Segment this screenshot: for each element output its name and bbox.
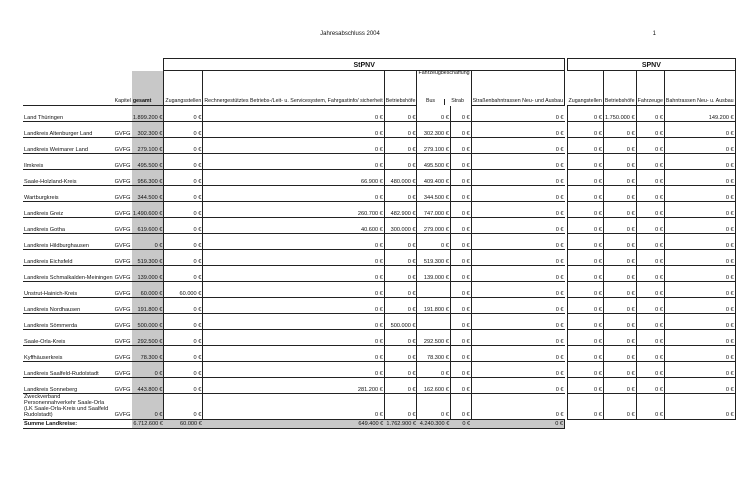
cell-strassenbahntrassen: 0 € bbox=[471, 298, 564, 314]
row-kapitel: GVFG bbox=[114, 202, 132, 218]
cell-strab: 0 € bbox=[450, 202, 471, 218]
cell-sp-zugangstellen: 0 € bbox=[568, 330, 604, 346]
row-kapitel bbox=[114, 106, 132, 122]
cell-rechner: 260.700 € bbox=[203, 202, 384, 218]
cell-zugangsstellen: 0 € bbox=[164, 234, 203, 250]
cell-sp-fahrzeuge: 0 € bbox=[636, 122, 664, 138]
cell-sp-betriebshoefe: 0 € bbox=[603, 186, 636, 202]
cell-zugangsstellen: 60.000 € bbox=[164, 282, 203, 298]
cell-gesamt: 0 € bbox=[132, 394, 164, 420]
cell-strab: 0 € bbox=[450, 170, 471, 186]
col-sp-betriebshoefe: Betriebshöfe bbox=[603, 71, 636, 106]
total-betriebs: 1.762.900 € bbox=[384, 419, 417, 428]
cell-sp-zugangstellen: 0 € bbox=[568, 234, 604, 250]
cell-strassenbahntrassen: 0 € bbox=[471, 186, 564, 202]
col-betriebshoefe: Betriebshöfe bbox=[384, 71, 417, 106]
row-kapitel: GVFG bbox=[114, 282, 132, 298]
row-label: Unstrut-Hainich-Kreis bbox=[23, 282, 114, 298]
cell-strassenbahntrassen: 0 € bbox=[471, 138, 564, 154]
cell-rechner: 281.200 € bbox=[203, 378, 384, 394]
row-label: Landkreis Gotha bbox=[23, 218, 114, 234]
cell-betriebshoefe: 0 € bbox=[384, 346, 417, 362]
row-label: Landkreis Weimarer Land bbox=[23, 138, 114, 154]
cell-sp-betriebshoefe: 0 € bbox=[603, 394, 636, 420]
cell-betriebshoefe: 0 € bbox=[384, 154, 417, 170]
row-kapitel: GVFG bbox=[114, 154, 132, 170]
table-row bbox=[23, 266, 735, 282]
total-bus: 4.240.300 € bbox=[417, 419, 450, 428]
col-bus: Bus bbox=[425, 97, 436, 104]
cell-rechner: 0 € bbox=[203, 106, 384, 122]
cell-sp-betriebshoefe: 0 € bbox=[603, 314, 636, 330]
col-sp-zugangstellen: Zugangstellen bbox=[568, 71, 604, 106]
cell-bus: 409.400 € bbox=[417, 170, 450, 186]
row-label: Saale-Orla-Kreis bbox=[23, 330, 114, 346]
cell-bus: 279.000 € bbox=[417, 218, 450, 234]
table-row bbox=[23, 362, 735, 378]
cell-sp-bahntrassen: 0 € bbox=[664, 378, 735, 394]
row-kapitel: GVFG bbox=[114, 362, 132, 378]
cell-bus: 302.300 € bbox=[417, 122, 450, 138]
cell-bus bbox=[417, 314, 450, 330]
cell-gesamt: 1.899.200 € bbox=[132, 106, 164, 122]
cell-rechner: 40.600 € bbox=[203, 218, 384, 234]
cell-bus: 495.500 € bbox=[417, 154, 450, 170]
cell-betriebshoefe: 0 € bbox=[384, 282, 417, 298]
cell-zugangsstellen: 0 € bbox=[164, 202, 203, 218]
cell-sp-fahrzeuge: 0 € bbox=[636, 378, 664, 394]
cell-rechner: 0 € bbox=[203, 346, 384, 362]
cell-sp-fahrzeuge: 0 € bbox=[636, 282, 664, 298]
cell-sp-fahrzeuge: 0 € bbox=[636, 250, 664, 266]
row-label: Kyffhäuserkreis bbox=[23, 346, 114, 362]
row-kapitel: GVFG bbox=[114, 234, 132, 250]
cell-strab: 0 € bbox=[450, 106, 471, 122]
row-kapitel: GVFG bbox=[114, 378, 132, 394]
cell-rechner: 0 € bbox=[203, 250, 384, 266]
col-rechnergestuetztes: Rechnergestütztes Betriebs-/Leit- u. Servicesystem, Fahrgastinfo/ sicherheit bbox=[203, 71, 384, 106]
row-kapitel: GVFG bbox=[114, 218, 132, 234]
cell-sp-fahrzeuge: 0 € bbox=[636, 314, 664, 330]
table-row bbox=[23, 346, 735, 362]
cell-sp-betriebshoefe: 0 € bbox=[603, 138, 636, 154]
row-kapitel: GVFG bbox=[114, 330, 132, 346]
total-strab: 0 € bbox=[450, 419, 471, 428]
budget-table bbox=[23, 58, 736, 429]
cell-sp-bahntrassen: 0 € bbox=[664, 394, 735, 420]
table-row bbox=[23, 250, 735, 266]
total-rechner: 649.400 € bbox=[203, 419, 384, 428]
cell-strab: 0 € bbox=[450, 378, 471, 394]
cell-sp-zugangstellen: 0 € bbox=[568, 362, 604, 378]
cell-zugangsstellen: 0 € bbox=[164, 330, 203, 346]
row-label: Landkreis Saalfeld-Rudolstadt bbox=[23, 362, 114, 378]
cell-sp-zugangstellen: 0 € bbox=[568, 266, 604, 282]
cell-strassenbahntrassen: 0 € bbox=[471, 250, 564, 266]
cell-sp-fahrzeuge: 0 € bbox=[636, 266, 664, 282]
cell-bus: 292.500 € bbox=[417, 330, 450, 346]
table-body bbox=[23, 106, 735, 420]
row-label: Land Thüringen bbox=[23, 106, 114, 122]
cell-betriebshoefe: 0 € bbox=[384, 362, 417, 378]
cell-zugangsstellen: 0 € bbox=[164, 394, 203, 420]
row-label: Landkreis Altenburger Land bbox=[23, 122, 114, 138]
cell-betriebshoefe: 0 € bbox=[384, 330, 417, 346]
cell-sp-fahrzeuge: 0 € bbox=[636, 298, 664, 314]
cell-sp-bahntrassen: 0 € bbox=[664, 362, 735, 378]
row-kapitel: GVFG bbox=[114, 250, 132, 266]
cell-sp-fahrzeuge: 0 € bbox=[636, 394, 664, 420]
cell-strab: 0 € bbox=[450, 298, 471, 314]
cell-rechner: 66.900 € bbox=[203, 170, 384, 186]
cell-sp-zugangstellen: 0 € bbox=[568, 314, 604, 330]
cell-bus: 747.000 € bbox=[417, 202, 450, 218]
page-number: 1 bbox=[652, 31, 656, 37]
cell-sp-bahntrassen: 149.200 € bbox=[664, 106, 735, 122]
table-row bbox=[23, 314, 735, 330]
row-kapitel: GVFG bbox=[114, 298, 132, 314]
cell-sp-betriebshoefe: 1.750.000 € bbox=[603, 106, 636, 122]
cell-sp-zugangstellen: 0 € bbox=[568, 202, 604, 218]
cell-bus: 191.800 € bbox=[417, 298, 450, 314]
cell-zugangsstellen: 0 € bbox=[164, 154, 203, 170]
cell-betriebshoefe: 0 € bbox=[384, 250, 417, 266]
cell-sp-bahntrassen: 0 € bbox=[664, 250, 735, 266]
cell-sp-fahrzeuge: 0 € bbox=[636, 330, 664, 346]
cell-sp-betriebshoefe: 0 € bbox=[603, 346, 636, 362]
page-header bbox=[0, 31, 700, 41]
cell-betriebshoefe: 0 € bbox=[384, 186, 417, 202]
table-row bbox=[23, 218, 735, 234]
cell-bus bbox=[417, 282, 450, 298]
cell-sp-zugangstellen: 0 € bbox=[568, 378, 604, 394]
cell-bus: 0 € bbox=[417, 106, 450, 122]
col-strassenbahntrassen: Straßenbahntrassen Neu- und Ausbau bbox=[471, 71, 564, 106]
row-kapitel: GVFG bbox=[114, 186, 132, 202]
cell-sp-zugangstellen: 0 € bbox=[568, 138, 604, 154]
cell-rechner: 0 € bbox=[203, 234, 384, 250]
cell-rechner: 0 € bbox=[203, 138, 384, 154]
total-gesamt: 6.712.600 € bbox=[132, 419, 164, 428]
cell-strab: 0 € bbox=[450, 282, 471, 298]
row-label: Landkreis Schmalkalden-Meiningen bbox=[23, 266, 114, 282]
cell-sp-zugangstellen: 0 € bbox=[568, 186, 604, 202]
row-label: Wartburgkreis bbox=[23, 186, 114, 202]
row-kapitel: GVFG bbox=[114, 314, 132, 330]
row-label: Landkreis Sonneberg bbox=[23, 378, 114, 394]
col-strab: Strab bbox=[444, 99, 471, 105]
table-row bbox=[23, 394, 735, 420]
cell-sp-zugangstellen: 0 € bbox=[568, 218, 604, 234]
cell-sp-bahntrassen: 0 € bbox=[664, 122, 735, 138]
cell-strab: 0 € bbox=[450, 330, 471, 346]
stpnv-group-title: StPNV bbox=[164, 59, 565, 71]
cell-betriebshoefe: 0 € bbox=[384, 122, 417, 138]
cell-rechner: 0 € bbox=[203, 298, 384, 314]
row-kapitel: GVFG bbox=[114, 170, 132, 186]
cell-sp-betriebshoefe: 0 € bbox=[603, 330, 636, 346]
cell-sp-fahrzeuge: 0 € bbox=[636, 346, 664, 362]
cell-gesamt: 443.800 € bbox=[132, 378, 164, 394]
cell-betriebshoefe: 482.900 € bbox=[384, 202, 417, 218]
col-fahrzeugbeschaffung bbox=[417, 71, 471, 106]
cell-strab: 0 € bbox=[450, 250, 471, 266]
total-label: Summe Landkreise: bbox=[23, 419, 132, 428]
cell-betriebshoefe: 0 € bbox=[384, 378, 417, 394]
total-row bbox=[23, 419, 735, 428]
cell-sp-fahrzeuge: 0 € bbox=[636, 362, 664, 378]
cell-strab: 0 € bbox=[450, 346, 471, 362]
cell-zugangsstellen: 0 € bbox=[164, 346, 203, 362]
cell-gesamt: 292.500 € bbox=[132, 330, 164, 346]
cell-gesamt: 344.500 € bbox=[132, 186, 164, 202]
cell-betriebshoefe: 0 € bbox=[384, 266, 417, 282]
spnv-group-title: SPNV bbox=[568, 59, 736, 71]
cell-sp-bahntrassen: 0 € bbox=[664, 314, 735, 330]
cell-sp-fahrzeuge: 0 € bbox=[636, 234, 664, 250]
cell-betriebshoefe: 300.000 € bbox=[384, 218, 417, 234]
table-row bbox=[23, 298, 735, 314]
cell-sp-bahntrassen: 0 € bbox=[664, 154, 735, 170]
cell-zugangsstellen: 0 € bbox=[164, 170, 203, 186]
cell-bus: 0 € bbox=[417, 394, 450, 420]
cell-strab: 0 € bbox=[450, 234, 471, 250]
cell-sp-bahntrassen: 0 € bbox=[664, 218, 735, 234]
cell-zugangsstellen: 0 € bbox=[164, 106, 203, 122]
cell-strassenbahntrassen: 0 € bbox=[471, 106, 564, 122]
cell-sp-fahrzeuge: 0 € bbox=[636, 106, 664, 122]
cell-bus: 162.600 € bbox=[417, 378, 450, 394]
cell-sp-betriebshoefe: 0 € bbox=[603, 298, 636, 314]
cell-sp-zugangstellen: 0 € bbox=[568, 394, 604, 420]
cell-betriebshoefe: 480.000 € bbox=[384, 170, 417, 186]
cell-strassenbahntrassen: 0 € bbox=[471, 346, 564, 362]
total-zugang: 60.000 € bbox=[164, 419, 203, 428]
cell-zugangsstellen: 0 € bbox=[164, 362, 203, 378]
cell-rechner: 0 € bbox=[203, 282, 384, 298]
table-row bbox=[23, 138, 735, 154]
cell-strassenbahntrassen: 0 € bbox=[471, 362, 564, 378]
cell-sp-betriebshoefe: 0 € bbox=[603, 362, 636, 378]
cell-strab: 0 € bbox=[450, 362, 471, 378]
cell-betriebshoefe: 0 € bbox=[384, 106, 417, 122]
cell-zugangsstellen: 0 € bbox=[164, 138, 203, 154]
cell-sp-betriebshoefe: 0 € bbox=[603, 218, 636, 234]
cell-betriebshoefe: 500.000 € bbox=[384, 314, 417, 330]
cell-gesamt: 60.000 € bbox=[132, 282, 164, 298]
cell-betriebshoefe: 0 € bbox=[384, 138, 417, 154]
cell-bus: 344.500 € bbox=[417, 186, 450, 202]
cell-zugangsstellen: 0 € bbox=[164, 218, 203, 234]
cell-rechner: 0 € bbox=[203, 394, 384, 420]
col-gesamt: gesamt bbox=[132, 71, 164, 106]
row-kapitel: GVFG bbox=[114, 138, 132, 154]
cell-bus: 279.100 € bbox=[417, 138, 450, 154]
cell-sp-bahntrassen: 0 € bbox=[664, 138, 735, 154]
cell-strassenbahntrassen: 0 € bbox=[471, 330, 564, 346]
cell-zugangsstellen: 0 € bbox=[164, 266, 203, 282]
cell-sp-zugangstellen: 0 € bbox=[568, 298, 604, 314]
col-sp-fahrzeuge: Fahrzeuge bbox=[636, 71, 664, 106]
cell-strassenbahntrassen: 0 € bbox=[471, 218, 564, 234]
cell-gesamt: 619.600 € bbox=[132, 218, 164, 234]
table-row bbox=[23, 122, 735, 138]
table-row bbox=[23, 154, 735, 170]
cell-strassenbahntrassen: 0 € bbox=[471, 314, 564, 330]
cell-sp-fahrzeuge: 0 € bbox=[636, 186, 664, 202]
row-label: Ilmkreis bbox=[23, 154, 114, 170]
fahrzeug-subheaders bbox=[417, 99, 470, 105]
cell-strassenbahntrassen: 0 € bbox=[471, 282, 564, 298]
cell-strassenbahntrassen: 0 € bbox=[471, 170, 564, 186]
cell-rechner: 0 € bbox=[203, 330, 384, 346]
cell-sp-zugangstellen: 0 € bbox=[568, 106, 604, 122]
cell-rechner: 0 € bbox=[203, 154, 384, 170]
row-kapitel: GVFG bbox=[114, 346, 132, 362]
cell-gesamt: 495.500 € bbox=[132, 154, 164, 170]
cell-sp-fahrzeuge: 0 € bbox=[636, 202, 664, 218]
cell-bus: 519.300 € bbox=[417, 250, 450, 266]
cell-sp-betriebshoefe: 0 € bbox=[603, 378, 636, 394]
col-kapitel: Kapitel bbox=[114, 71, 132, 106]
cell-sp-fahrzeuge: 0 € bbox=[636, 170, 664, 186]
cell-sp-fahrzeuge: 0 € bbox=[636, 138, 664, 154]
cell-sp-bahntrassen: 0 € bbox=[664, 346, 735, 362]
cell-strab: 0 € bbox=[450, 314, 471, 330]
cell-sp-bahntrassen: 0 € bbox=[664, 186, 735, 202]
row-label: Landkreis Eichsfeld bbox=[23, 250, 114, 266]
cell-strab: 0 € bbox=[450, 218, 471, 234]
cell-strab: 0 € bbox=[450, 186, 471, 202]
table-row bbox=[23, 186, 735, 202]
total-trassen: 0 € bbox=[471, 419, 564, 428]
cell-sp-betriebshoefe: 0 € bbox=[603, 170, 636, 186]
cell-strassenbahntrassen: 0 € bbox=[471, 394, 564, 420]
cell-zugangsstellen: 0 € bbox=[164, 378, 203, 394]
cell-bus: 0 € bbox=[417, 362, 450, 378]
cell-sp-bahntrassen: 0 € bbox=[664, 170, 735, 186]
table-row bbox=[23, 170, 735, 186]
cell-rechner: 0 € bbox=[203, 266, 384, 282]
row-kapitel: GVFG bbox=[114, 394, 132, 420]
cell-sp-zugangstellen: 0 € bbox=[568, 250, 604, 266]
cell-strassenbahntrassen: 0 € bbox=[471, 202, 564, 218]
cell-rechner: 0 € bbox=[203, 362, 384, 378]
cell-strassenbahntrassen: 0 € bbox=[471, 154, 564, 170]
cell-sp-bahntrassen: 0 € bbox=[664, 298, 735, 314]
cell-gesamt: 78.300 € bbox=[132, 346, 164, 362]
row-kapitel: GVFG bbox=[114, 266, 132, 282]
cell-sp-betriebshoefe: 0 € bbox=[603, 282, 636, 298]
cell-sp-betriebshoefe: 0 € bbox=[603, 250, 636, 266]
table-row bbox=[23, 234, 735, 250]
cell-bus: 78.300 € bbox=[417, 346, 450, 362]
cell-gesamt: 279.100 € bbox=[132, 138, 164, 154]
cell-sp-fahrzeuge: 0 € bbox=[636, 218, 664, 234]
cell-gesamt: 0 € bbox=[132, 362, 164, 378]
cell-sp-betriebshoefe: 0 € bbox=[603, 266, 636, 282]
cell-gesamt: 519.300 € bbox=[132, 250, 164, 266]
cell-zugangsstellen: 0 € bbox=[164, 122, 203, 138]
cell-strab: 0 € bbox=[450, 122, 471, 138]
table-row bbox=[23, 330, 735, 346]
cell-sp-bahntrassen: 0 € bbox=[664, 282, 735, 298]
cell-strab: 0 € bbox=[450, 138, 471, 154]
cell-zugangsstellen: 0 € bbox=[164, 186, 203, 202]
cell-strab: 0 € bbox=[450, 394, 471, 420]
cell-bus: 0 € bbox=[417, 234, 450, 250]
col-zugangsstellen: Zugangsstellen bbox=[164, 71, 203, 106]
cell-rechner: 0 € bbox=[203, 122, 384, 138]
cell-sp-zugangstellen: 0 € bbox=[568, 282, 604, 298]
col-sp-bahntrassen: Bahntrassen Neu- u. Ausbau bbox=[664, 71, 735, 106]
row-label: Landkreis Hildburghausen bbox=[23, 234, 114, 250]
cell-sp-zugangstellen: 0 € bbox=[568, 154, 604, 170]
cell-strab: 0 € bbox=[450, 266, 471, 282]
col-fahrzeugbeschaffung-title: Fahrzeugbeschaffung bbox=[418, 70, 470, 76]
cell-sp-bahntrassen: 0 € bbox=[664, 234, 735, 250]
cell-betriebshoefe: 0 € bbox=[384, 234, 417, 250]
cell-sp-zugangstellen: 0 € bbox=[568, 346, 604, 362]
cell-gesamt: 139.000 € bbox=[132, 266, 164, 282]
cell-sp-bahntrassen: 0 € bbox=[664, 202, 735, 218]
row-label: Landkreis Nordhausen bbox=[23, 298, 114, 314]
cell-gesamt: 956.300 € bbox=[132, 170, 164, 186]
cell-zugangsstellen: 0 € bbox=[164, 314, 203, 330]
cell-sp-bahntrassen: 0 € bbox=[664, 266, 735, 282]
table-row bbox=[23, 106, 735, 122]
cell-sp-fahrzeuge: 0 € bbox=[636, 154, 664, 170]
group-header-row bbox=[23, 59, 735, 71]
cell-strassenbahntrassen: 0 € bbox=[471, 378, 564, 394]
row-label: Saale-Holzland-Kreis bbox=[23, 170, 114, 186]
cell-strassenbahntrassen: 0 € bbox=[471, 266, 564, 282]
cell-sp-zugangstellen: 0 € bbox=[568, 170, 604, 186]
table-row bbox=[23, 202, 735, 218]
table-row bbox=[23, 378, 735, 394]
cell-strassenbahntrassen: 0 € bbox=[471, 234, 564, 250]
row-label: Landkreis Sömmerda bbox=[23, 314, 114, 330]
cell-gesamt: 302.300 € bbox=[132, 122, 164, 138]
cell-bus: 139.000 € bbox=[417, 266, 450, 282]
cell-strab: 0 € bbox=[450, 154, 471, 170]
cell-sp-betriebshoefe: 0 € bbox=[603, 234, 636, 250]
cell-betriebshoefe: 0 € bbox=[384, 394, 417, 420]
cell-sp-zugangstellen: 0 € bbox=[568, 122, 604, 138]
cell-sp-bahntrassen: 0 € bbox=[664, 330, 735, 346]
row-kapitel: GVFG bbox=[114, 122, 132, 138]
row-label: Landkreis Greiz bbox=[23, 202, 114, 218]
cell-strassenbahntrassen: 0 € bbox=[471, 122, 564, 138]
cell-betriebshoefe: 0 € bbox=[384, 298, 417, 314]
cell-zugangsstellen: 0 € bbox=[164, 298, 203, 314]
cell-rechner: 0 € bbox=[203, 186, 384, 202]
column-header-row bbox=[23, 71, 735, 106]
table-row bbox=[23, 282, 735, 298]
cell-zugangsstellen: 0 € bbox=[164, 250, 203, 266]
row-label: Zweckverband Personennahverkehr Saale-Orla (LK Saale-Orla-Kreis und Saalfeld Rudolstadt) bbox=[23, 394, 114, 420]
cell-sp-betriebshoefe: 0 € bbox=[603, 122, 636, 138]
cell-gesamt: 500.000 € bbox=[132, 314, 164, 330]
cell-gesamt: 191.800 € bbox=[132, 298, 164, 314]
cell-gesamt: 0 € bbox=[132, 234, 164, 250]
cell-gesamt: 1.490.600 € bbox=[132, 202, 164, 218]
cell-sp-betriebshoefe: 0 € bbox=[603, 154, 636, 170]
document-title: Jahresabschluss 2004 bbox=[320, 31, 380, 37]
cell-sp-betriebshoefe: 0 € bbox=[603, 202, 636, 218]
cell-rechner: 0 € bbox=[203, 314, 384, 330]
